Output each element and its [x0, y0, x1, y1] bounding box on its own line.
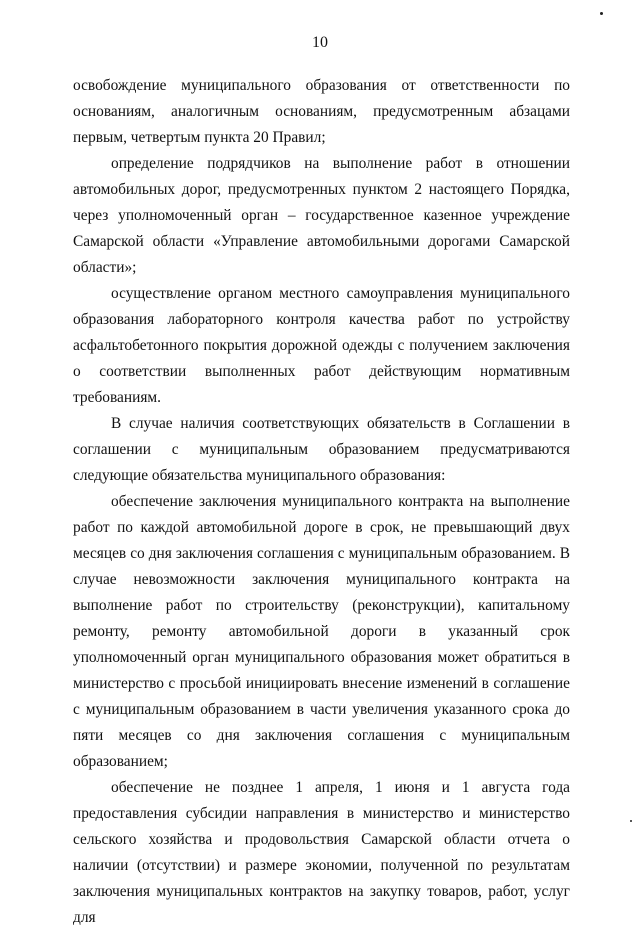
paragraph-5: обеспечение заключения муниципального контракта на выполнение работ по каждой автомобильной дороге в срок, не превышающий двух месяцев со дня заключения соглашения с муниципальным образованием. В случае невозможности заключения муниципального контракта на выполнение работ по строительству (реконструкции), капитальному ремонту, ремонту автомобильной дороги в указанный срок уполномоченный орган муниципального образования может обратиться в министерство с просьбой инициировать внесение изменений в соглашение с муниципальным образованием в части увеличения указанного срока до пяти месяцев со дня заключения соглашения с муниципальным образованием; [73, 493, 570, 770]
paragraph-1: освобождение муниципального образования от ответственности по основаниям, аналогичным основаниям, предусмотренным абзацами первым, четвертым пункта 20 Правил; [73, 77, 570, 146]
paragraph-3: осуществление органом местного самоуправления муниципального образования лабораторного контроля качества работ по устройству асфальтобетонного покрытия дорожной одежды с получением заключения о соответствии выполненных работ действующим нормативным требованиям. [73, 285, 570, 406]
document-body [73, 73, 570, 931]
paragraph-4: В случае наличия соответствующих обязательств в Соглашении в соглашении с муниципальным образованием предусматриваются следующие обязательства муниципального образования: [73, 415, 570, 484]
scan-speck [600, 12, 603, 15]
paragraph-2: определение подрядчиков на выполнение работ в отношении автомобильных дорог, предусмотренных пунктом 2 настоящего Порядка, через уполномоченный орган – государственное казенное учреждение Самарской области «Управление автомобильными дорогами Самарской области»; [73, 155, 570, 276]
page-number: 10 [312, 34, 328, 51]
scan-speck [630, 820, 632, 822]
paragraph-6: обеспечение не позднее 1 апреля, 1 июня и 1 августа года предоставления субсидии направления в министерство и министерство сельского хозяйства и продовольствия Самарской области отчета о наличии (отсутствии) и размере экономии, полученной по результатам заключения муниципальных контрактов на закупку товаров, работ, услуг для [73, 779, 570, 926]
